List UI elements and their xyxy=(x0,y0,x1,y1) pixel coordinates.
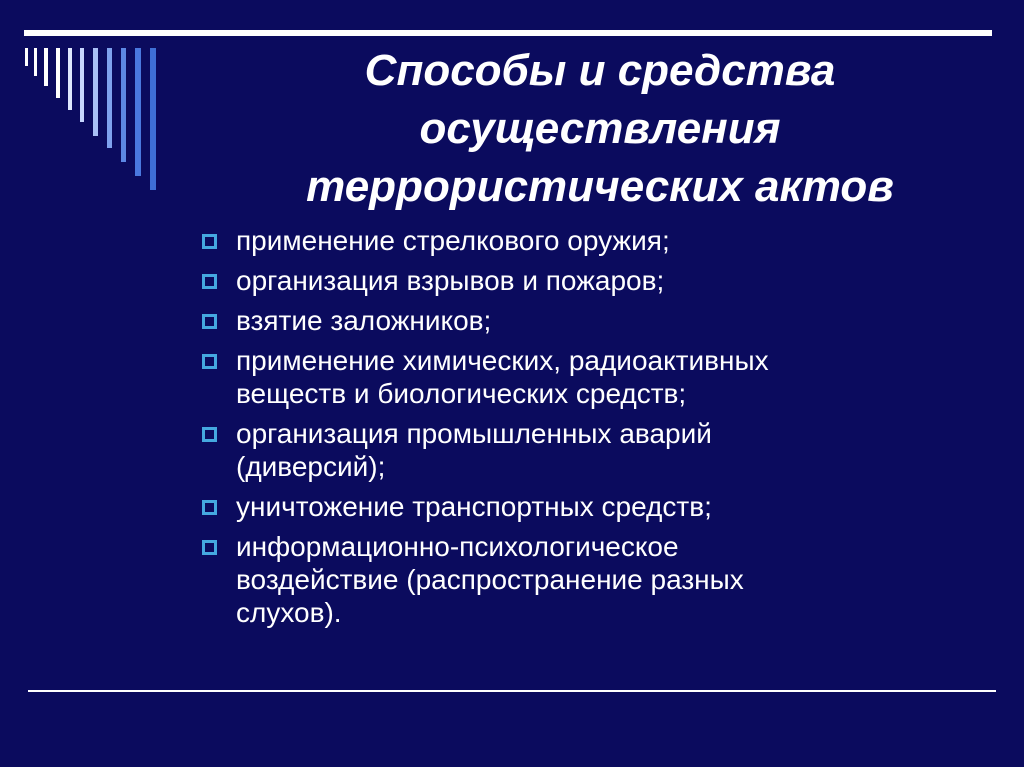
bullet-item xyxy=(200,264,920,297)
square-bullet-icon xyxy=(202,314,217,329)
bullet-item xyxy=(200,530,920,629)
bullet-text: информационно-психологическое xyxy=(236,531,679,562)
stripe xyxy=(93,48,98,136)
bullet-text: применение стрелкового оружия; xyxy=(236,225,670,256)
bullet-text: слухов). xyxy=(236,597,342,628)
bullet-text: веществ и биологических средств; xyxy=(236,378,687,409)
title-line: террористических актов xyxy=(306,162,894,211)
stripe xyxy=(56,48,60,98)
stripe xyxy=(150,48,156,190)
square-bullet-icon xyxy=(202,234,217,249)
stripe xyxy=(25,48,28,66)
stripe xyxy=(135,48,141,176)
stripe xyxy=(68,48,72,110)
title-line: осуществления xyxy=(419,104,781,153)
title-line: Способы и средства xyxy=(364,46,836,95)
square-bullet-icon xyxy=(202,274,217,289)
bullet-list xyxy=(200,224,920,636)
decorative-stripes xyxy=(0,0,200,220)
bottom-divider xyxy=(28,690,996,692)
stripe xyxy=(34,48,37,76)
stripe xyxy=(121,48,126,162)
square-bullet-icon xyxy=(202,427,217,442)
slide-title xyxy=(230,42,970,216)
bullet-text: применение химических, радиоактивных xyxy=(236,345,769,376)
square-bullet-icon xyxy=(202,540,217,555)
bullet-text: организация взрывов и пожаров; xyxy=(236,265,665,296)
bullet-text: взятие заложников; xyxy=(236,305,492,336)
stripe xyxy=(107,48,112,148)
square-bullet-icon xyxy=(202,354,217,369)
bullet-item xyxy=(200,304,920,337)
bullet-text: уничтожение транспортных средств; xyxy=(236,491,712,522)
bullet-item xyxy=(200,344,920,410)
bullet-item xyxy=(200,224,920,257)
bullet-text: воздействие (распространение разных xyxy=(236,564,744,595)
bullet-item xyxy=(200,490,920,523)
stripe xyxy=(44,48,48,86)
bullet-text: организация промышленных аварий xyxy=(236,418,712,449)
square-bullet-icon xyxy=(202,500,217,515)
bullet-item xyxy=(200,417,920,483)
bullet-text: (диверсий); xyxy=(236,451,386,482)
stripe xyxy=(80,48,84,122)
